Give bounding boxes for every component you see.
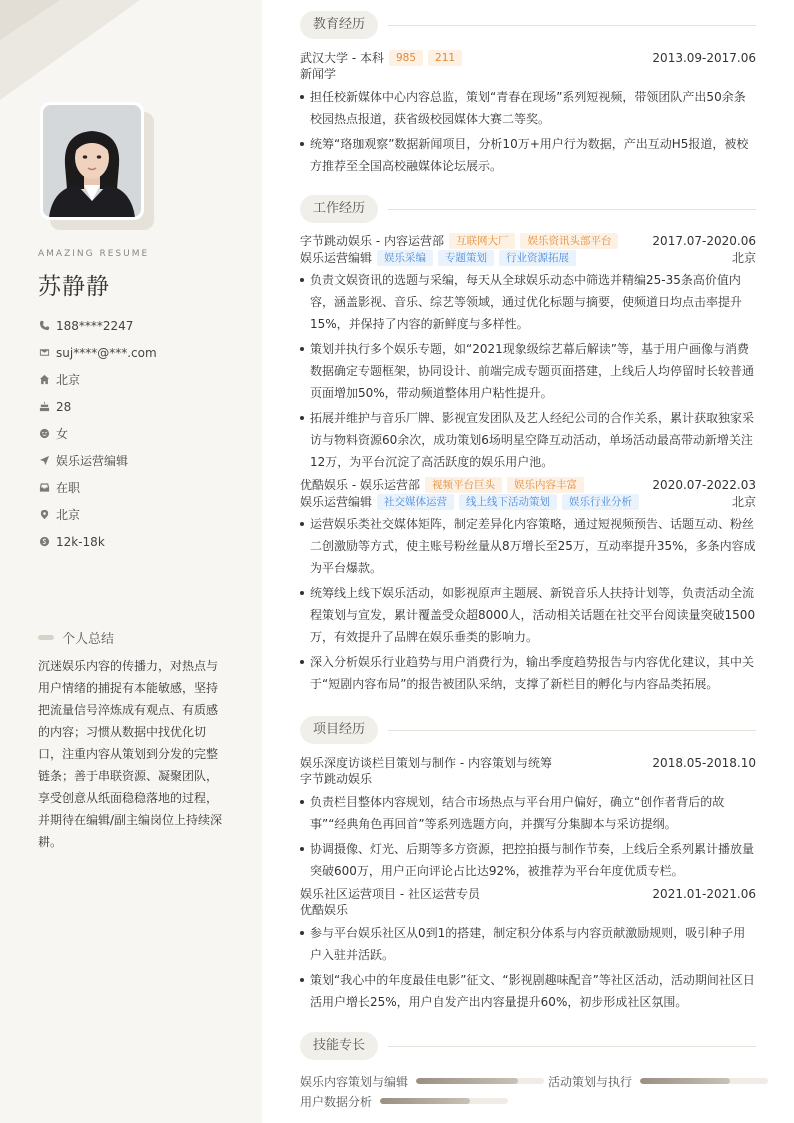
job-role: 娱乐运营编辑 <box>300 251 373 265</box>
mail-icon <box>38 347 50 359</box>
project-bullet: 协调摄像、灯光、后期等多方资源，把控拍摄与制作节奏，上线后全系列累计播放量突破600万，用户正向评论占比达92%，被推荐为平台年度优质专栏。 <box>300 838 756 882</box>
decor-triangle-small <box>0 0 60 40</box>
info-text: 北京 <box>56 373 81 387</box>
role-tag: 娱乐行业分析 <box>562 494 639 510</box>
summary-title: 个人总结 <box>62 632 115 647</box>
role-tag: 专题策划 <box>438 250 494 266</box>
job-role-row <box>300 493 756 510</box>
skill-item <box>300 1091 548 1111</box>
job-bullet: 统筹线上线下娱乐活动，如影视原声主题展、新锐音乐人扶持计划等，负责活动全流程策划与宣发，累计覆盖受众超8000人，活动相关话题在社交平台阅读量突破1500万，有效提升了品牌在娱乐垂类的影响力。 <box>300 582 756 648</box>
summary-header-bar <box>38 635 54 640</box>
project-date: 2018.05-2018.10 <box>652 755 756 770</box>
projects-section <box>300 715 756 1013</box>
job-entry <box>300 232 756 473</box>
job-company: 字节跳动娱乐 - 内容运营部 <box>300 234 444 248</box>
phone-icon <box>38 320 50 332</box>
avatar-photo <box>43 105 141 217</box>
info-text: 188****2247 <box>56 318 134 333</box>
job-header <box>300 232 756 249</box>
summary-text: 沉迷娱乐内容的传播力，对热点与用户情绪的捕捉有本能敏感，坚持把流量信号淬炼成有观点、有质感的内容；习惯从数据中找优化切口，注重内容从策划到分发的完整链条；善于串联资源、凝聚团队，享受创意从纸面稳稳落地的过程，并期待在编辑/副主编岗位上持续深耕。 <box>38 659 223 849</box>
avatar <box>40 102 156 230</box>
section-divider <box>388 209 756 210</box>
info-text: 娱乐运营编辑 <box>56 454 129 468</box>
project-org: 字节跳动娱乐 <box>300 772 373 786</box>
info-text: 12k-18k <box>56 534 105 549</box>
info-job <box>38 447 157 474</box>
skill-bar-fill <box>640 1078 730 1084</box>
project-header <box>300 885 756 902</box>
section-title: 工作经历 <box>300 195 378 223</box>
section-header <box>300 1031 756 1061</box>
sidebar <box>0 0 262 1123</box>
info-status <box>38 474 157 501</box>
project-header <box>300 754 756 771</box>
company-badge: 娱乐内容丰富 <box>507 477 584 493</box>
info-text: 北京 <box>56 508 81 522</box>
skill-bar <box>416 1078 544 1084</box>
info-phone <box>38 312 157 339</box>
resume-tagline: AMAZING RESUME <box>38 249 150 259</box>
job-company: 优酷娱乐 - 娱乐运营部 <box>300 478 420 492</box>
role-tag: 线上线下活动策划 <box>459 494 557 510</box>
salary-icon <box>38 536 50 548</box>
section-title: 技能专长 <box>300 1032 378 1060</box>
info-email <box>38 339 157 366</box>
project-name: 娱乐社区运营项目 - 社区运营专员 <box>300 887 480 901</box>
job-bullet: 深入分析娱乐行业趋势与用户消费行为，输出季度趋势报告与内容优化建议，其中关于“短剧内容布局”的报告被团队采纳，支撑了新栏目的孵化与内容品类拓展。 <box>300 651 756 695</box>
job-date: 2020.07-2022.03 <box>652 477 756 492</box>
project-bullet: 负责栏目整体内容规划，结合市场热点与平台用户偏好，确立“创作者背后的故事”“经典角色再回首”等系列选题方向，并撰写分集脚本与采访提纲。 <box>300 791 756 835</box>
role-tag: 社交媒体运营 <box>377 494 454 510</box>
skill-name: 活动策划与执行 <box>548 1074 633 1089</box>
school-badge: 211 <box>428 50 462 66</box>
skill-item <box>300 1071 548 1091</box>
role-tag: 娱乐采编 <box>377 250 433 266</box>
company-badge: 视频平台巨头 <box>425 477 502 493</box>
info-location <box>38 501 157 528</box>
section-title: 项目经历 <box>300 716 378 744</box>
company-badge: 娱乐资讯头部平台 <box>520 233 618 249</box>
school-name: 武汉大学 - 本科 <box>300 51 384 65</box>
section-header <box>300 10 756 40</box>
skill-item <box>548 1071 772 1091</box>
job-role-row <box>300 249 756 266</box>
info-text: 28 <box>56 399 72 414</box>
location-icon <box>38 509 50 521</box>
info-age <box>38 393 157 420</box>
role-tag: 行业资源拓展 <box>499 250 576 266</box>
avatar-frame <box>40 102 144 220</box>
skills-section <box>300 1031 780 1111</box>
face-icon <box>38 428 50 440</box>
job-bullet: 策划并执行多个娱乐专题，如“2021现象级综艺幕后解读”等，基于用户画像与消费数据确定专题框架，协同设计、前端完成专题页面搭建，上线后人均停留时长较普通页面增加50%，带动频道整体用户粘性提升。 <box>300 338 756 404</box>
education-date: 2013.09-2017.06 <box>652 50 756 65</box>
job-city: 北京 <box>731 495 756 509</box>
contact-info-list <box>38 312 157 555</box>
job-bullet: 负责文娱资讯的选题与采编，每天从全球娱乐动态中筛选并精编25-35条高价值内容，涵盖影视、音乐、综艺等领域，通过优化标题与摘要，使频道日均点击率提升15%，并保持了内容的新鲜度与多样性。 <box>300 269 756 335</box>
job-header <box>300 476 756 493</box>
skills-list <box>300 1071 780 1111</box>
send-icon <box>38 455 50 467</box>
info-gender <box>38 420 157 447</box>
work-section <box>300 194 756 695</box>
section-divider <box>388 1046 756 1047</box>
candidate-name: 苏静静 <box>38 274 110 300</box>
skill-bar-fill <box>416 1078 518 1084</box>
portrait-illustration <box>43 105 141 217</box>
job-role: 娱乐运营编辑 <box>300 495 373 509</box>
skill-name: 娱乐内容策划与编辑 <box>300 1074 409 1089</box>
info-text: 在职 <box>56 481 81 495</box>
skill-bar <box>380 1098 508 1104</box>
education-major: 新闻学 <box>300 67 337 81</box>
project-entry <box>300 754 756 882</box>
skill-bar <box>640 1078 768 1084</box>
school-badge: 985 <box>389 50 423 66</box>
home-icon <box>38 374 50 386</box>
section-divider <box>388 730 756 731</box>
job-bullet: 拓展并维护与音乐厂牌、影视宣发团队及艺人经纪公司的合作关系，累计获取独家采访与物料资源60余次，成功策划6场明星空降互动活动，单场活动最高带动新增关注12万，为平台沉淀了高活跃度的娱乐用户池。 <box>300 407 756 473</box>
section-header <box>300 715 756 745</box>
project-bullet: 参与平台娱乐社区从0到1的搭建，制定积分体系与内容贡献激励规则，吸引种子用户入驻并活跃。 <box>300 922 756 966</box>
info-text: 女 <box>56 427 69 441</box>
skill-name: 用户数据分析 <box>300 1094 373 1109</box>
info-text: suj****@***.com <box>56 345 157 360</box>
job-city: 北京 <box>731 251 756 265</box>
job-entry <box>300 476 756 695</box>
cake-icon <box>38 401 50 413</box>
education-bullet: 担任校新媒体中心内容总监，策划“青春在现场”系列短视频，带领团队产出50余条校园热点报道，获省级校园媒体大赛二等奖。 <box>300 86 756 130</box>
section-header <box>300 194 756 224</box>
summary-header <box>38 628 114 647</box>
job-date: 2017.07-2020.06 <box>652 233 756 248</box>
job-bullet: 运营娱乐类社交媒体矩阵，制定差异化内容策略，通过短视频预告、话题互动、粉丝二创激励等方式，使主账号粉丝量从8万增长至25万，互动率提升35%，多条内容成为平台爆款。 <box>300 513 756 579</box>
project-entry <box>300 885 756 1013</box>
section-title: 教育经历 <box>300 11 378 39</box>
education-row <box>300 49 756 66</box>
project-org: 优酷娱乐 <box>300 903 349 917</box>
education-section <box>300 10 756 177</box>
project-date: 2021.01-2021.06 <box>652 886 756 901</box>
project-bullet: 策划“我心中的年度最佳电影”征文、“影视剧趣味配音”等社区活动，活动期间社区日活用户增长25%，用户自发产出内容量提升60%，初步形成社区氛围。 <box>300 969 756 1013</box>
info-salary <box>38 528 157 555</box>
education-bullet: 统筹“珞珈观察”数据新闻项目，分析10万+用户行为数据，产出互动H5报道，被校方推荐至全国高校融媒体论坛展示。 <box>300 133 756 177</box>
info-city <box>38 366 157 393</box>
skill-bar-fill <box>380 1098 470 1104</box>
inbox-icon <box>38 482 50 494</box>
project-name: 娱乐深度访谈栏目策划与制作 - 内容策划与统筹 <box>300 756 552 770</box>
section-divider <box>388 25 756 26</box>
company-badge: 互联网大厂 <box>449 233 516 249</box>
